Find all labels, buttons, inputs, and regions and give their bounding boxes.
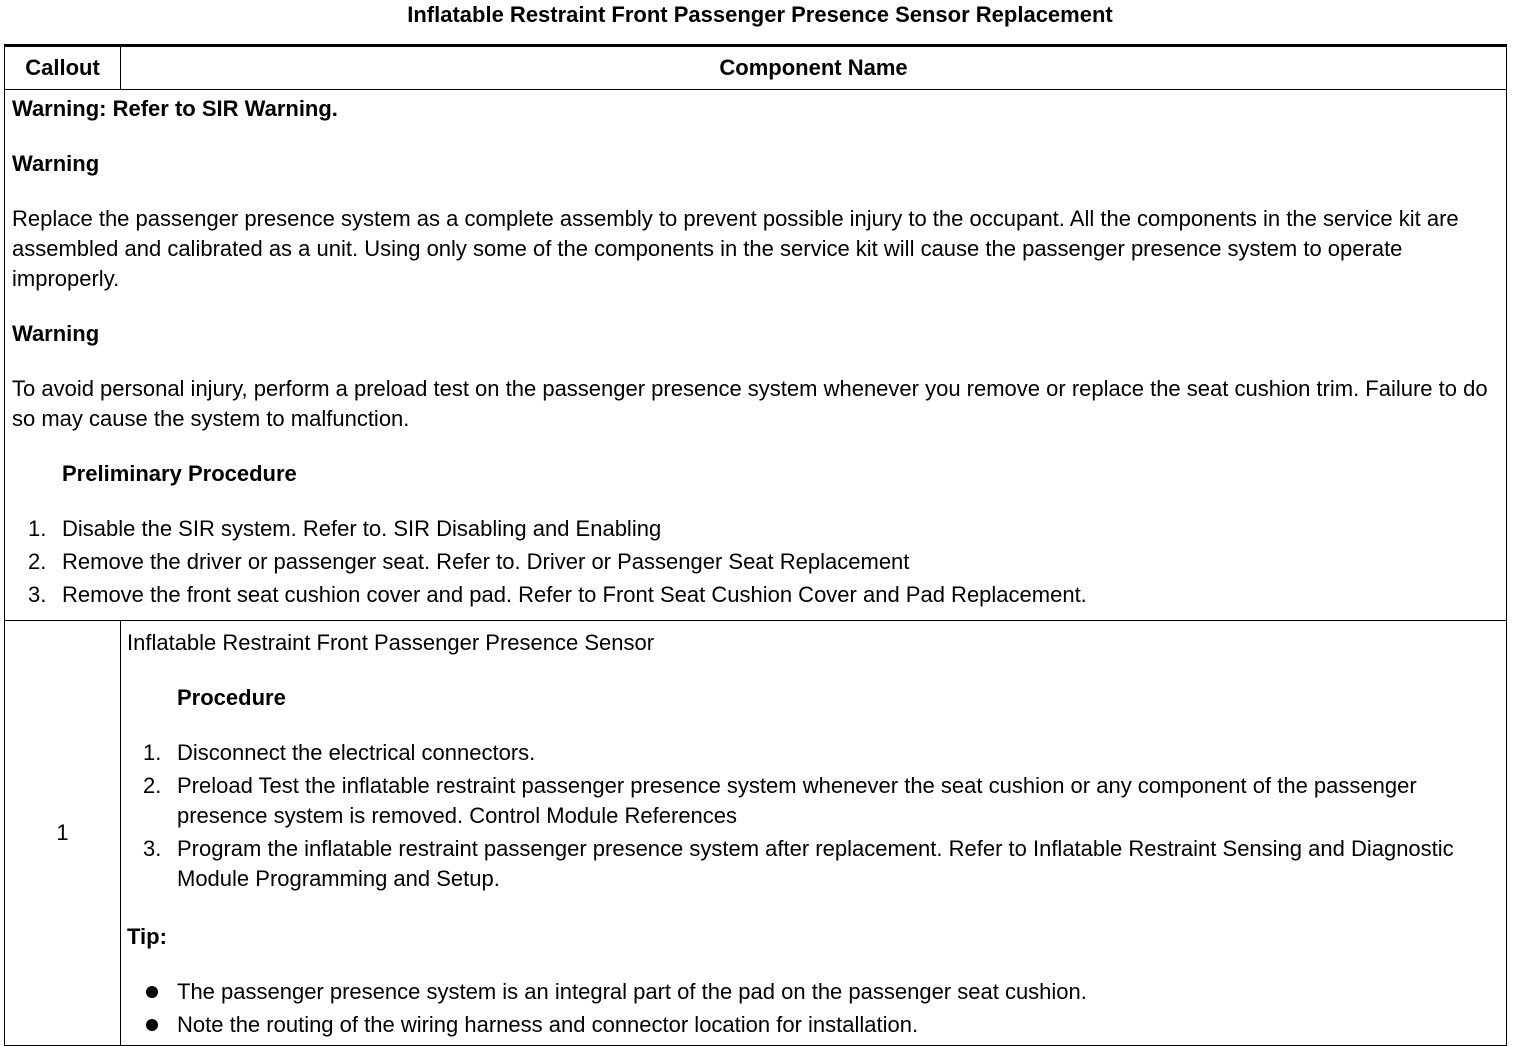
component-name: Inflatable Restraint Front Passenger Presence Sensor xyxy=(127,630,655,655)
component-name-header: Component Name xyxy=(121,46,1507,90)
callout-number: 1 xyxy=(5,621,121,1046)
step-text: Program the inflatable restraint passenger presence system after replacement. Refer to Inflatable Restraint Sensing and Diagnostic Module Programming and Setup. xyxy=(177,836,1454,891)
tips-list xyxy=(127,977,1498,1040)
list-item xyxy=(12,580,1498,610)
procedure-heading: Procedure xyxy=(177,685,286,710)
step-number: 1. xyxy=(28,516,47,541)
list-item xyxy=(127,1010,1498,1040)
document-title: Inflatable Restraint Front Passenger Presence Sensor Replacement xyxy=(407,2,1113,27)
warning-text: To avoid personal injury, perform a preload test on the passenger presence system whenever you remove or replace the seat cushion trim. Failure to do so may cause the system to malfunction. xyxy=(12,376,1488,431)
step-text: Remove the front seat cushion cover and pad. Refer to Front Seat Cushion Cover and Pad Replacement. xyxy=(62,582,1087,607)
bullet-icon xyxy=(146,986,158,998)
list-item xyxy=(127,977,1498,1007)
tip-text: The passenger presence system is an integral part of the pad on the passenger seat cushion. xyxy=(177,979,1087,1004)
preliminary-procedure-heading: Preliminary Procedure xyxy=(62,461,297,486)
step-number: 2. xyxy=(143,773,162,798)
sir-warning: Warning: Refer to SIR Warning. xyxy=(12,96,338,121)
table-row xyxy=(5,621,1507,1046)
step-text: Disable the SIR system. Refer to. SIR Disabling and Enabling xyxy=(62,516,662,541)
step-number: 3. xyxy=(28,582,47,607)
intro-cell xyxy=(5,90,1507,621)
procedure-table xyxy=(4,44,1507,1046)
list-item xyxy=(127,771,1498,831)
step-number: 1. xyxy=(143,740,162,765)
component-cell xyxy=(121,621,1507,1046)
list-item xyxy=(12,514,1498,544)
step-number: 3. xyxy=(143,836,162,861)
warning-heading: Warning xyxy=(12,151,100,176)
preliminary-steps-list xyxy=(12,514,1498,610)
callout-header: Callout xyxy=(5,46,121,90)
list-item xyxy=(127,738,1498,768)
bullet-icon xyxy=(146,1019,158,1031)
intro-row xyxy=(5,90,1507,621)
step-text: Preload Test the inflatable restraint passenger presence system whenever the seat cushion or any component of the passenger presence system is removed. Control Module References xyxy=(177,773,1417,828)
procedure-steps-list xyxy=(127,738,1498,894)
tip-text: Note the routing of the wiring harness and connector location for installation. xyxy=(177,1012,919,1037)
warning-text: Replace the passenger presence system as a complete assembly to prevent possible injury to the occupant. All the components in the service kit are assembled and calibrated as a unit. Using only some of the components in the service kit will cause the passenger presence system to operate improperly. xyxy=(12,206,1459,291)
list-item xyxy=(127,834,1498,894)
list-item xyxy=(12,547,1498,577)
tip-heading: Tip: xyxy=(127,924,167,949)
step-text: Remove the driver or passenger seat. Refer to. Driver or Passenger Seat Replacement xyxy=(62,549,910,574)
step-text: Disconnect the electrical connectors. xyxy=(177,740,536,765)
warning-heading: Warning xyxy=(12,321,100,346)
step-number: 2. xyxy=(28,549,47,574)
table-header-row xyxy=(5,46,1507,90)
